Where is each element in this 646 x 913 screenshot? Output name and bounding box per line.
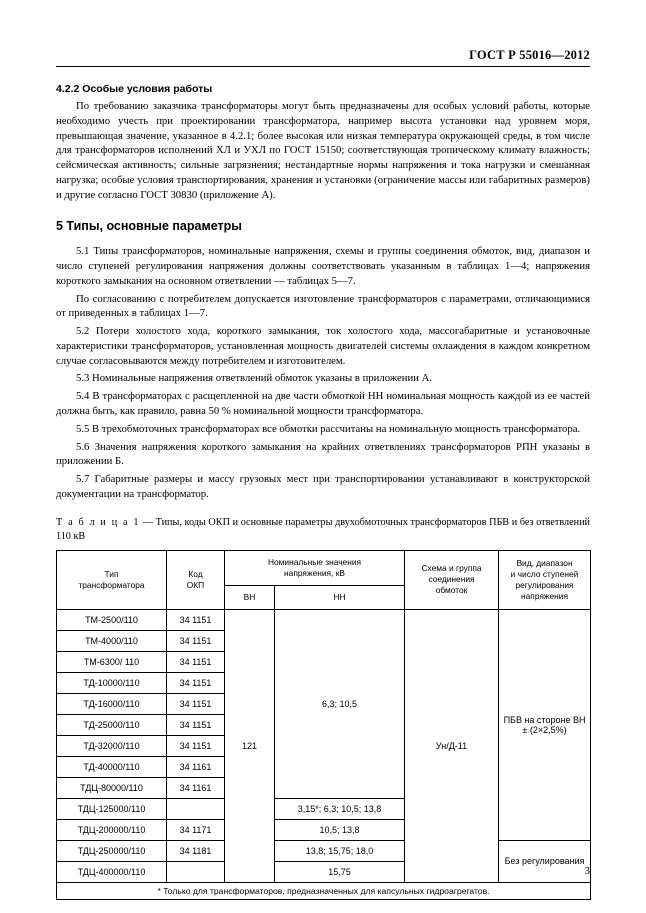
cell-okp: 34 1151 xyxy=(167,693,225,714)
header-scheme-line3: обмоток xyxy=(435,585,468,596)
cell-hv-voltage: 121 xyxy=(225,609,275,882)
cell-type: ТМ-4000/110 xyxy=(57,630,167,651)
paragraph-5-6: 5.6 Значения напряжения короткого замыкания на крайних ответвлениях трансформаторов РПН указаны в приложении Б. xyxy=(56,440,590,468)
cell-okp: 34 1151 xyxy=(167,735,225,756)
page-number: 3 xyxy=(584,865,590,877)
document-header: ГОСТ Р 55016—2012 xyxy=(469,48,590,62)
cell-regulation-line1: ПБВ на стороне ВН xyxy=(503,714,586,725)
cell-type: ТД-32000/110 xyxy=(57,735,167,756)
cell-okp: 34 1171 xyxy=(167,819,225,840)
cell-type: ТМ-6300/ 110 xyxy=(57,651,167,672)
paragraph-5-1: 5.1 Типы трансформаторов, номинальные напряжения, схемы и группы соединения обмоток, вид, диапазон и число ступеней регулирования напряжения должны соответствовать указанным в таблицах 1—4; напряжения короткого замыкания на основном ответвлении — таблицах 5—7. xyxy=(56,245,590,287)
cell-scheme: Ун/Д-11 xyxy=(405,609,499,882)
cell-type: ТД-10000/110 xyxy=(57,672,167,693)
paragraph-5-5: 5.5 В трехобмоточных трансформаторах все обмотки рассчитаны на номинальную мощность трансформатора. xyxy=(76,422,581,435)
header-scheme-line2: соединения xyxy=(428,574,475,585)
clause-4-2-2-text: По требованию заказчика трансформаторы могут быть предназначены для особых условий работы, которые необходимо учесть при проектировании трансформатора, например высота установки над уровнем моря, превышающая значение, указанное в 4.2.1; более высокая или низкая температура окружающей среды, в том числе для трансформаторов исполнений ХЛ и УХЛ по ГОСТ 15150; соответствующая тропическому климату влажность; сейсмическая активность; сильные загрязнения; нестандартные нормы напряжения и тока нагрузки и смешанная нагрузка; особые условия транспортирования, хранения и установки (ограничение массы или габаритных размеров) и другие согласно ГОСТ 30830 (приложение А). xyxy=(56,100,590,201)
cell-type: ТД-16000/110 xyxy=(57,693,167,714)
paragraph-5-2: 5.2 Потери холостого хода, короткого замыкания, ток холостого хода, массогабаритные и установочные характеристики трансформаторов, установленная мощность двигателей системы охлаждения в каждом конкретном случае согласовываются между потребителем и изготовителем. xyxy=(56,325,590,367)
header-reg-line2: и число ступеней xyxy=(510,568,579,579)
table-header-row xyxy=(57,550,591,585)
header-regulation xyxy=(499,550,591,609)
cell-type: ТМ-2500/110 xyxy=(57,609,167,630)
cell-type: ТДЦ-250000/110 xyxy=(57,840,167,861)
cell-okp: 34 1161 xyxy=(167,756,225,777)
header-voltage-line1: Номинальные значения xyxy=(267,556,362,567)
cell-okp xyxy=(167,798,225,819)
table-1 xyxy=(56,550,591,900)
table-1-caption xyxy=(56,516,590,544)
paragraph-5-4: 5.4 В трансформаторах с расщепленной на две части обмоткой НН номинальная мощность каждой из ее частей должна быть, как правило, равна 50 % номинальной мощности трансформатора. xyxy=(56,390,590,418)
cell-okp: 34 1181 xyxy=(167,840,225,861)
cell-okp: 34 1151 xyxy=(167,651,225,672)
cell-type: ТДЦ-200000/110 xyxy=(57,819,167,840)
paragraph-5-1-note: По согласованию с потребителем допускается изготовление трансформаторов с параметрами, отличающимися от приведенных в таблицах 1—7. xyxy=(56,292,590,320)
cell-lv-voltage: 3,15*; 6,3; 10,5; 13,8 xyxy=(275,798,405,819)
header-okp-line1: Код xyxy=(188,568,203,579)
header-type xyxy=(57,550,167,609)
table-row xyxy=(57,609,591,630)
cell-lv-voltage: 13,8; 15,75; 18,0 xyxy=(275,840,405,861)
table-row xyxy=(57,840,591,861)
header-scheme-line1: Схема и группа xyxy=(421,563,482,574)
section-5-title: 5 Типы, основные параметры xyxy=(56,219,242,234)
paragraph-5-3: 5.3 Номинальные напряжения ответвлений обмоток указаны в приложении А. xyxy=(76,372,433,385)
header-reg-line4: напряжения xyxy=(521,590,569,601)
cell-type: ТД-25000/110 xyxy=(57,714,167,735)
cell-regulation xyxy=(499,609,591,840)
header-reg-line3: регулирования xyxy=(515,579,574,590)
header-okp-line2: ОКП xyxy=(186,579,205,590)
clause-4-2-2-title: 4.2.2 Особые условия работы xyxy=(56,83,213,95)
table-1-caption-label: Т а б л и ц а 1 xyxy=(56,516,141,528)
paragraph-5-7: 5.7 Габаритные размеры и массу грузовых мест при транспортировании устанавливают в конструкторской документации на трансформатор. xyxy=(56,473,590,500)
header-type-line2: трансформатора xyxy=(78,579,145,590)
cell-okp: 34 1151 xyxy=(167,714,225,735)
cell-okp: 34 1151 xyxy=(167,630,225,651)
table-footnote-row xyxy=(57,882,591,899)
cell-okp: 34 1151 xyxy=(167,609,225,630)
cell-okp: 34 1161 xyxy=(167,777,225,798)
cell-regulation: Без регулирования xyxy=(499,840,591,882)
header-divider xyxy=(56,66,590,67)
cell-lv-voltage: 10,5; 13,8 xyxy=(275,819,405,840)
cell-type: ТДЦ-400000/110 xyxy=(57,861,167,882)
cell-type: ТДЦ-80000/110 xyxy=(57,777,167,798)
cell-okp: 34 1151 xyxy=(167,672,225,693)
header-okp xyxy=(167,550,225,609)
cell-regulation-line2: ± (2×2,5%) xyxy=(522,724,567,735)
cell-lv-voltage: 15,75 xyxy=(275,861,405,882)
header-voltage-line2: напряжения, кВ xyxy=(284,567,345,578)
header-scheme xyxy=(405,550,499,609)
header-lv: НН xyxy=(275,585,405,609)
header-voltage-group xyxy=(225,550,405,585)
cell-type: ТДЦ-125000/110 xyxy=(57,798,167,819)
cell-okp xyxy=(167,861,225,882)
header-hv: ВН xyxy=(225,585,275,609)
cell-lv-voltage: 6,3; 10,5 xyxy=(275,609,405,798)
header-reg-line1: Вид, диапазон xyxy=(516,557,573,568)
table-footnote: * Только для трансформаторов, предназначенных для капсульных гидроагрегатов. xyxy=(57,882,591,899)
table-1-caption-text: — Типы, коды ОКП и основные параметры двухобмоточных трансформаторов ПБВ и без ответвлений 110 кВ xyxy=(56,516,590,542)
cell-type: ТД-40000/110 xyxy=(57,756,167,777)
header-type-line1: Тип xyxy=(104,568,119,579)
